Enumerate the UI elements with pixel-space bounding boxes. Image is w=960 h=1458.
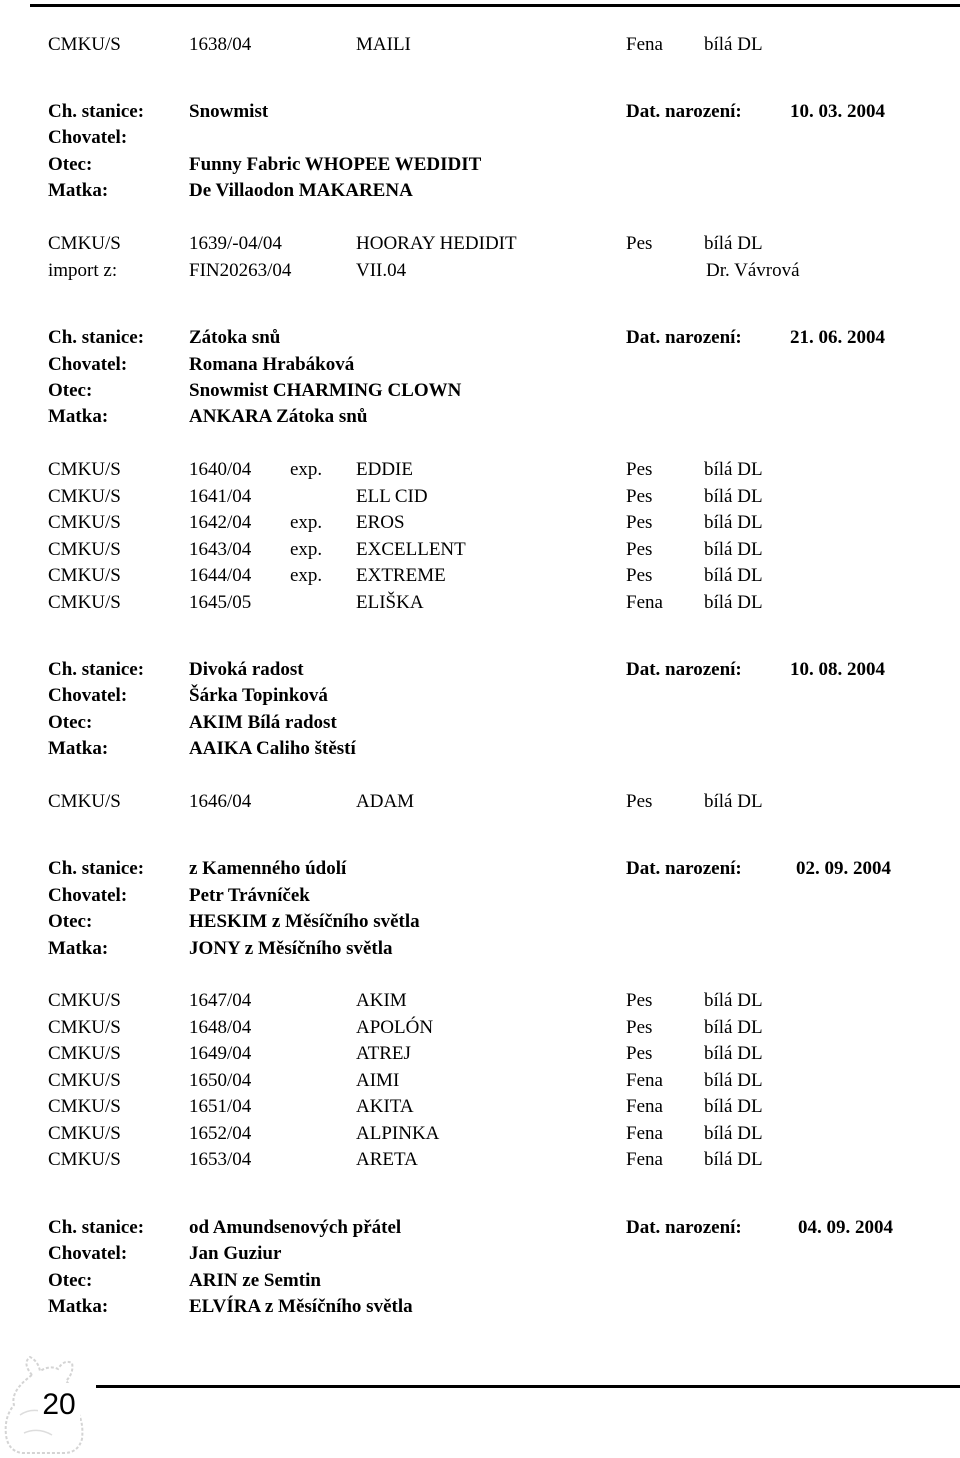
top-rule xyxy=(30,4,960,7)
dog-sex: Fena xyxy=(626,1149,663,1170)
dog-row xyxy=(0,1121,960,1147)
dam-label: Matka: xyxy=(48,406,109,427)
reg-number: 1639/-04/04 xyxy=(189,233,282,254)
reg-number: 1651/04 xyxy=(189,1096,252,1117)
dog-name: ADAM xyxy=(356,791,415,812)
footer-rule xyxy=(96,1385,960,1388)
dog-row xyxy=(0,484,960,510)
dog-color: bílá DL xyxy=(704,1070,763,1091)
dog-name: EROS xyxy=(356,512,405,533)
reg-number: 1647/04 xyxy=(189,990,252,1011)
station-name: z Kamenného údolí xyxy=(189,858,347,879)
litter-breeder-row xyxy=(0,683,960,709)
reg-number: 1645/05 xyxy=(189,592,252,613)
reg-number: 1646/04 xyxy=(189,791,252,812)
litter-dam-row xyxy=(0,936,960,962)
dog-row xyxy=(0,1041,960,1067)
sire-label: Otec: xyxy=(48,712,93,733)
dog-row xyxy=(0,789,960,815)
station-label: Ch. stanice: xyxy=(48,101,145,122)
import-breeder: Dr. Vávrová xyxy=(706,260,800,281)
birthdate-label: Dat. narození: xyxy=(626,659,742,680)
dog-sex: Fena xyxy=(626,34,663,55)
reg-number: 1638/04 xyxy=(189,34,252,55)
dog-name: EDDIE xyxy=(356,459,413,480)
dog-name: MAILI xyxy=(356,34,411,55)
dog-sex: Pes xyxy=(626,1017,653,1038)
reg-label: CMKU/S xyxy=(48,1149,121,1170)
dog-row xyxy=(0,457,960,483)
dog-row xyxy=(0,1068,960,1094)
dog-color: bílá DL xyxy=(704,990,763,1011)
reg-label: CMKU/S xyxy=(48,34,121,55)
litter-station-row xyxy=(0,99,960,125)
birthdate: 04. 09. 2004 xyxy=(798,1217,893,1238)
dam-label: Matka: xyxy=(48,1296,109,1317)
litter-dam-row xyxy=(0,404,960,430)
dog-sex: Pes xyxy=(626,990,653,1011)
birthdate: 21. 06. 2004 xyxy=(790,327,885,348)
dog-sex: Pes xyxy=(626,565,653,586)
breeder-name: Romana Hrabáková xyxy=(189,354,355,375)
dog-row xyxy=(0,510,960,536)
dog-sex: Pes xyxy=(626,791,653,812)
breeder-name: Petr Trávníček xyxy=(189,885,310,906)
breeder-label: Chovatel: xyxy=(48,127,128,148)
dog-color: bílá DL xyxy=(704,512,763,533)
litter-station-row xyxy=(0,1215,960,1241)
reg-label: CMKU/S xyxy=(48,459,121,480)
station-name: od Amundsenových přátel xyxy=(189,1217,402,1238)
sire-label: Otec: xyxy=(48,911,93,932)
station-label: Ch. stanice: xyxy=(48,858,145,879)
litter-sire-row xyxy=(0,710,960,736)
sire-name: HESKIM z Měsíčního světla xyxy=(189,911,420,932)
litter-station-row xyxy=(0,657,960,683)
reg-label: CMKU/S xyxy=(48,1096,121,1117)
dog-name: APOLÓN xyxy=(356,1017,434,1038)
dog-name: ARETA xyxy=(356,1149,418,1170)
station-label: Ch. stanice: xyxy=(48,1217,145,1238)
litter-breeder-row xyxy=(0,352,960,378)
dog-color: bílá DL xyxy=(704,1123,763,1144)
birthdate-label: Dat. narození: xyxy=(626,101,742,122)
breeder-label: Chovatel: xyxy=(48,885,128,906)
dog-name: AIMI xyxy=(356,1070,400,1091)
reg-label: CMKU/S xyxy=(48,486,121,507)
reg-label: CMKU/S xyxy=(48,1017,121,1038)
dog-name: ALPINKA xyxy=(356,1123,440,1144)
dog-sex: Fena xyxy=(626,1070,663,1091)
station-name: Zátoka snů xyxy=(189,327,281,348)
export-flag: exp. xyxy=(290,539,323,560)
dog-color: bílá DL xyxy=(704,1043,763,1064)
reg-number: 1642/04 xyxy=(189,512,252,533)
birthdate-label: Dat. narození: xyxy=(626,858,742,879)
dog-name: ELIŠKA xyxy=(356,592,424,613)
export-flag: exp. xyxy=(290,459,323,480)
dam-label: Matka: xyxy=(48,938,109,959)
birthdate-label: Dat. narození: xyxy=(626,327,742,348)
import-number: FIN20263/04 xyxy=(189,260,292,281)
dog-row xyxy=(0,32,960,58)
page-number: 20 xyxy=(38,1383,80,1427)
sire-label: Otec: xyxy=(48,380,93,401)
reg-label: CMKU/S xyxy=(48,791,121,812)
breeder-name: Jan Guziur xyxy=(189,1243,282,1264)
birthdate: 10. 08. 2004 xyxy=(790,659,885,680)
dog-row xyxy=(0,1015,960,1041)
dog-name: AKIM xyxy=(356,990,407,1011)
reg-label: CMKU/S xyxy=(48,565,121,586)
import-date: VII.04 xyxy=(356,260,407,281)
dog-color: bílá DL xyxy=(704,539,763,560)
dog-row xyxy=(0,590,960,616)
dog-color: bílá DL xyxy=(704,34,763,55)
dam-name: ELVÍRA z Měsíčního světla xyxy=(189,1296,413,1317)
dog-color: bílá DL xyxy=(704,1149,763,1170)
dog-sex: Pes xyxy=(626,459,653,480)
litter-sire-row xyxy=(0,378,960,404)
litter-dam-row xyxy=(0,178,960,204)
dog-name: AKITA xyxy=(356,1096,414,1117)
dog-row xyxy=(0,988,960,1014)
reg-number: 1650/04 xyxy=(189,1070,252,1091)
reg-number: 1653/04 xyxy=(189,1149,252,1170)
litter-station-row xyxy=(0,325,960,351)
import-label: import z: xyxy=(48,260,118,281)
dam-name: De Villaodon MAKARENA xyxy=(189,180,413,201)
reg-label: CMKU/S xyxy=(48,592,121,613)
dog-sex: Pes xyxy=(626,539,653,560)
litter-sire-row xyxy=(0,152,960,178)
dog-name: EXCELLENT xyxy=(356,539,466,560)
reg-label: CMKU/S xyxy=(48,233,121,254)
station-label: Ch. stanice: xyxy=(48,327,145,348)
dog-color: bílá DL xyxy=(704,233,763,254)
reg-number: 1641/04 xyxy=(189,486,252,507)
litter-breeder-row xyxy=(0,883,960,909)
dog-sex: Pes xyxy=(626,486,653,507)
birthdate: 02. 09. 2004 xyxy=(796,858,891,879)
litter-station-row xyxy=(0,856,960,882)
breeder-name: Šárka Topinková xyxy=(189,685,328,706)
litter-sire-row xyxy=(0,909,960,935)
dam-label: Matka: xyxy=(48,180,109,201)
dog-sex: Fena xyxy=(626,1123,663,1144)
dog-sex: Fena xyxy=(626,592,663,613)
dog-row xyxy=(0,1094,960,1120)
litter-dam-row xyxy=(0,1294,960,1320)
litter-breeder-row xyxy=(0,1241,960,1267)
birthdate: 10. 03. 2004 xyxy=(790,101,885,122)
reg-number: 1644/04 xyxy=(189,565,252,586)
dog-sex: Pes xyxy=(626,233,653,254)
litter-sire-row xyxy=(0,1268,960,1294)
dog-name: ELL CID xyxy=(356,486,428,507)
station-name: Divoká radost xyxy=(189,659,304,680)
breeder-label: Chovatel: xyxy=(48,1243,128,1264)
breeder-label: Chovatel: xyxy=(48,685,128,706)
litter-breeder-row xyxy=(0,125,960,151)
sire-name: Snowmist CHARMING CLOWN xyxy=(189,380,462,401)
reg-number: 1649/04 xyxy=(189,1043,252,1064)
sire-label: Otec: xyxy=(48,154,93,175)
sire-name: AKIM Bílá radost xyxy=(189,712,337,733)
reg-number: 1643/04 xyxy=(189,539,252,560)
dog-color: bílá DL xyxy=(704,459,763,480)
dog-color: bílá DL xyxy=(704,1096,763,1117)
litter-dam-row xyxy=(0,736,960,762)
reg-label: CMKU/S xyxy=(48,512,121,533)
dog-color: bílá DL xyxy=(704,592,763,613)
dog-row xyxy=(0,231,960,257)
station-name: Snowmist xyxy=(189,101,269,122)
dog-color: bílá DL xyxy=(704,791,763,812)
dog-sex: Pes xyxy=(626,1043,653,1064)
dog-name: HOORAY HEDIDIT xyxy=(356,233,517,254)
dam-name: ANKARA Zátoka snů xyxy=(189,406,368,427)
station-label: Ch. stanice: xyxy=(48,659,145,680)
dog-name: ATREJ xyxy=(356,1043,411,1064)
birthdate-label: Dat. narození: xyxy=(626,1217,742,1238)
dog-sex: Pes xyxy=(626,512,653,533)
dog-row xyxy=(0,1147,960,1173)
breeder-label: Chovatel: xyxy=(48,354,128,375)
reg-number: 1652/04 xyxy=(189,1123,252,1144)
sire-name: ARIN ze Semtin xyxy=(189,1270,321,1291)
dog-color: bílá DL xyxy=(704,486,763,507)
sire-label: Otec: xyxy=(48,1270,93,1291)
dog-row xyxy=(0,537,960,563)
reg-label: CMKU/S xyxy=(48,1123,121,1144)
export-flag: exp. xyxy=(290,512,323,533)
reg-label: CMKU/S xyxy=(48,990,121,1011)
dam-name: AAIKA Caliho štěstí xyxy=(189,738,356,759)
dog-color: bílá DL xyxy=(704,1017,763,1038)
import-row xyxy=(0,258,960,284)
dog-row xyxy=(0,563,960,589)
dog-sex: Fena xyxy=(626,1096,663,1117)
sire-name: Funny Fabric WHOPEE WEDIDIT xyxy=(189,154,482,175)
reg-label: CMKU/S xyxy=(48,1070,121,1091)
dog-name: EXTREME xyxy=(356,565,446,586)
reg-number: 1640/04 xyxy=(189,459,252,480)
export-flag: exp. xyxy=(290,565,323,586)
dam-label: Matka: xyxy=(48,738,109,759)
reg-number: 1648/04 xyxy=(189,1017,252,1038)
reg-label: CMKU/S xyxy=(48,1043,121,1064)
reg-label: CMKU/S xyxy=(48,539,121,560)
dog-color: bílá DL xyxy=(704,565,763,586)
dam-name: JONY z Měsíčního světla xyxy=(189,938,393,959)
